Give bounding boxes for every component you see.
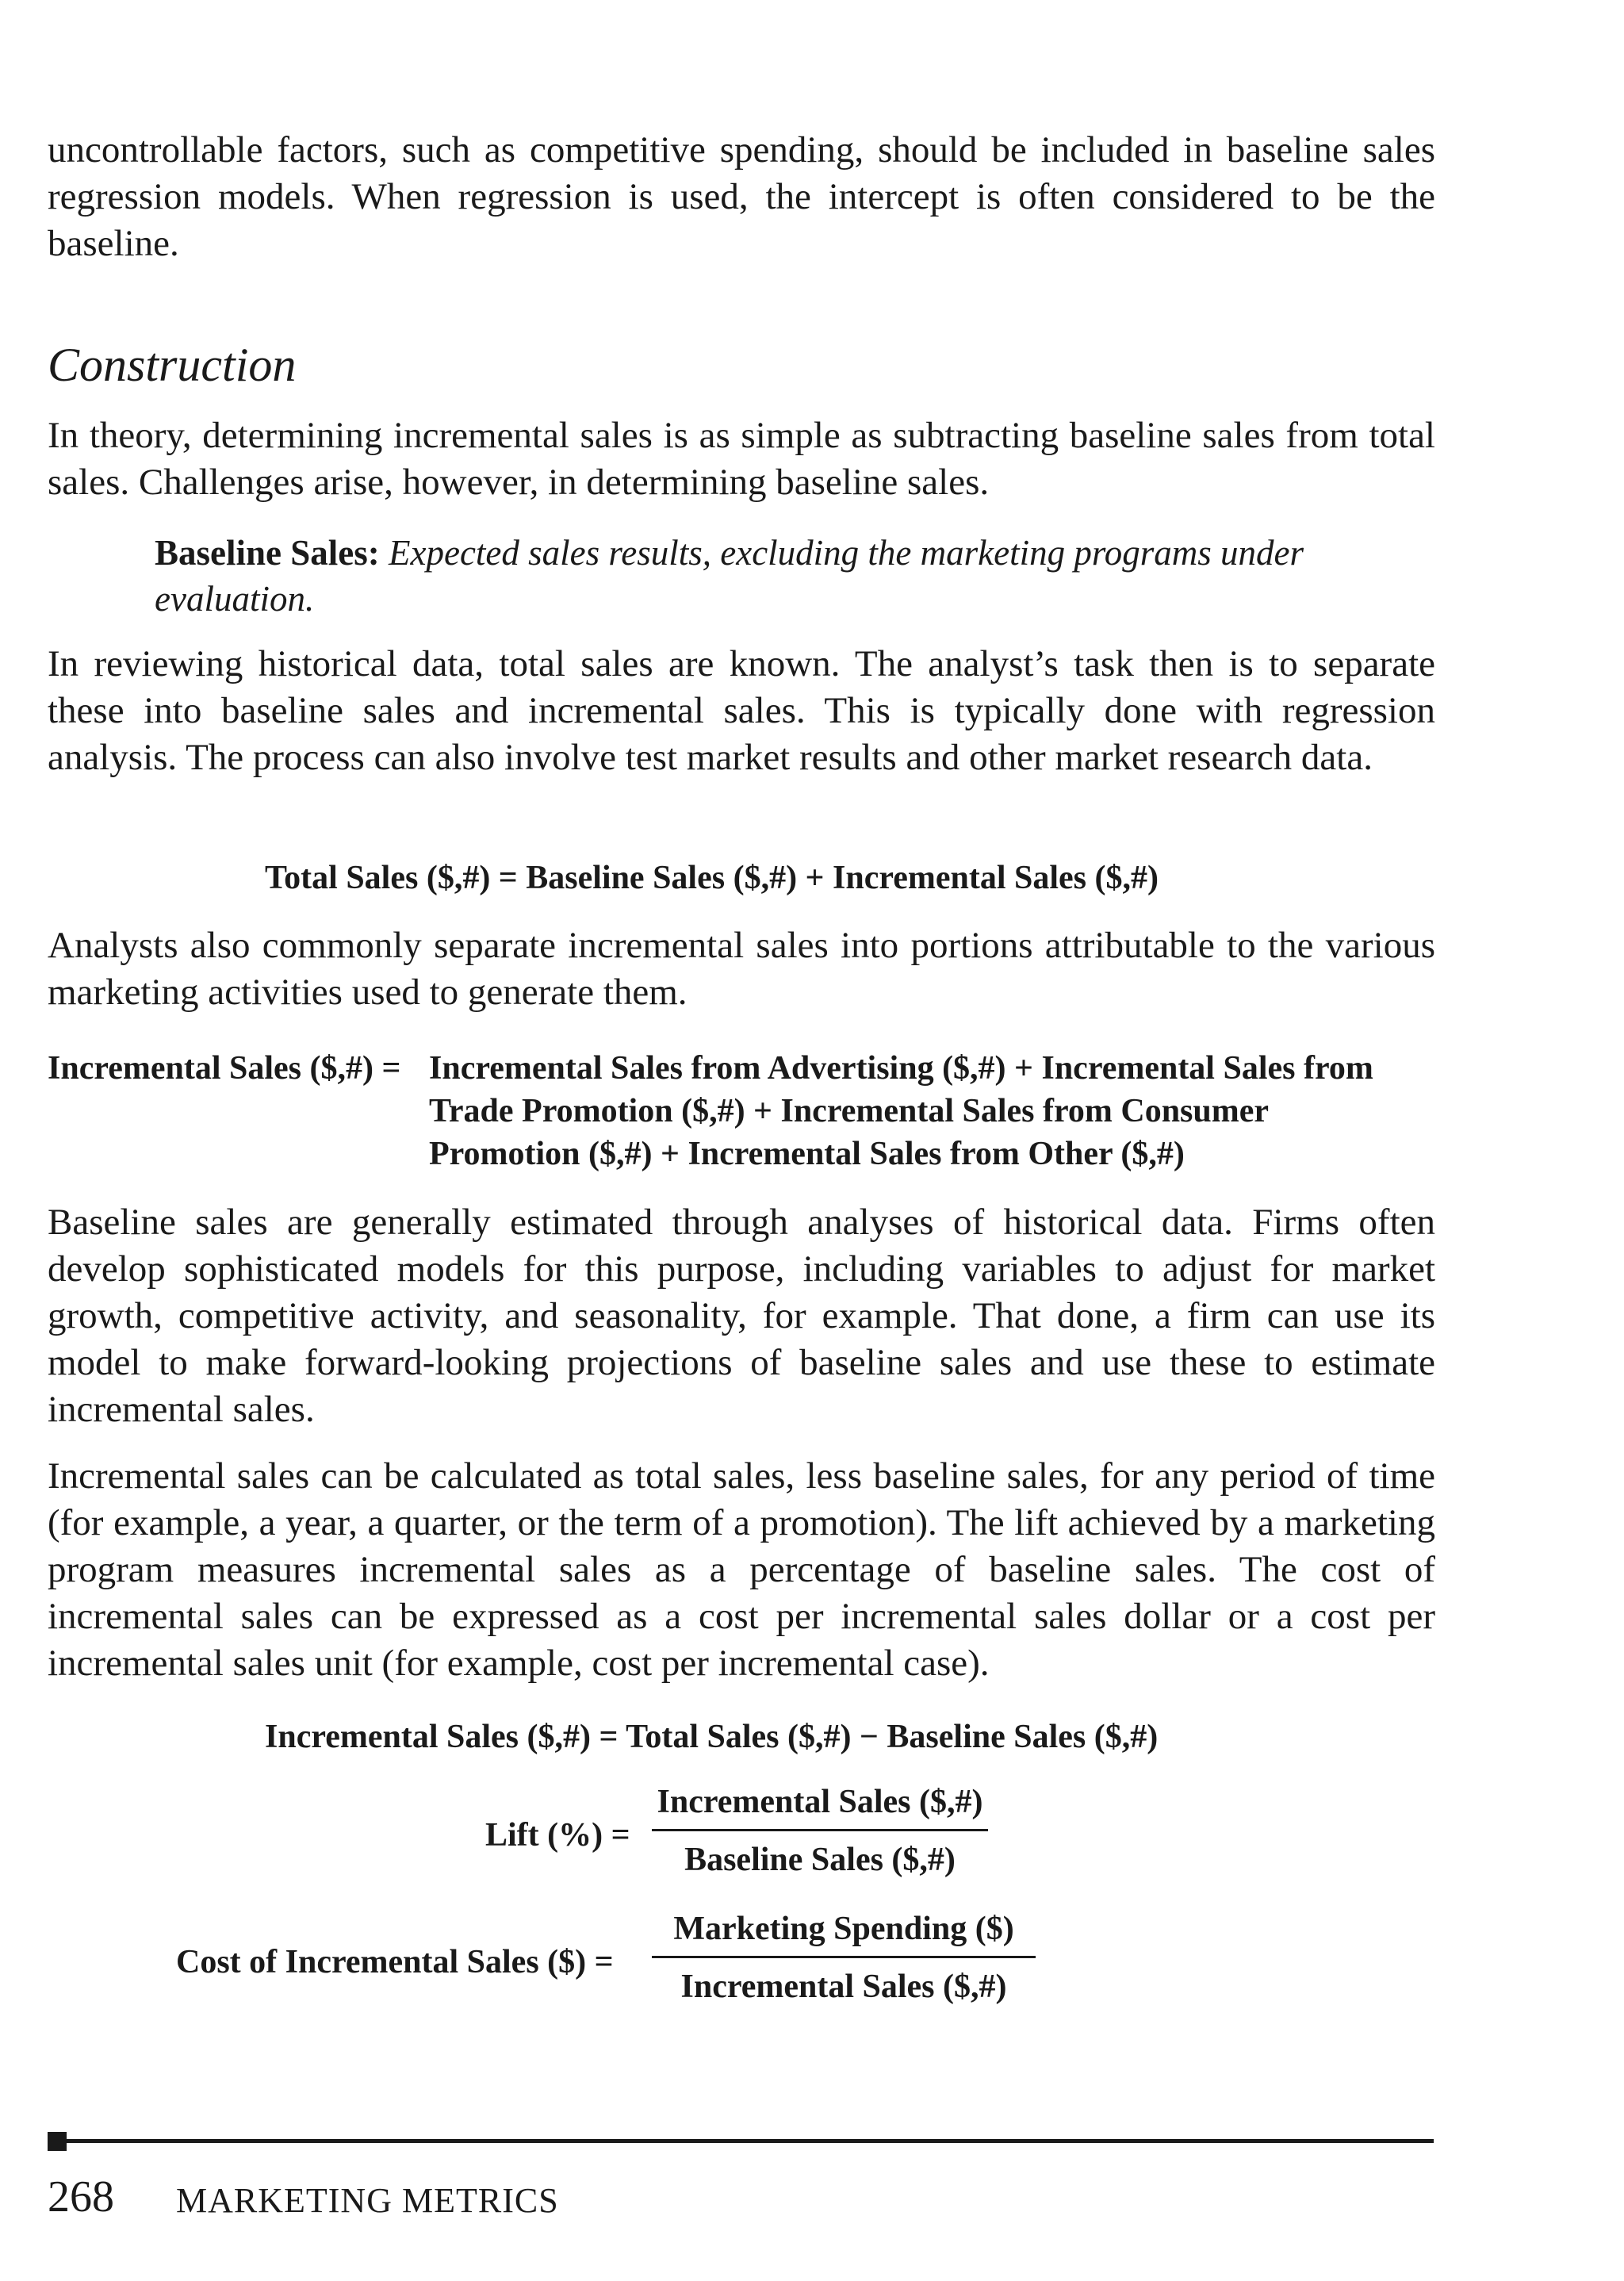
paragraph-attribution: Analysts also commonly separate incremental sales into portions attributable to the various marketing activities used to generate them. [48,925,1435,1013]
footer-rule [48,2139,1434,2143]
definition-box [155,530,1392,622]
paragraph-intro: uncontrollable factors, such as competitive spending, should be included in baseline sales regression models. When regression is used, the intercept is often considered to be the baseline. [48,129,1435,264]
equation-lift-lhs: Lift (%) = [485,1817,630,1854]
running-title: MARKETING METRICS [176,2181,559,2220]
equation-cost-lhs: Cost of Incremental Sales ($) = [176,1944,614,1980]
section-heading: Construction [48,339,297,391]
equation-cost-denominator: Incremental Sales ($,#) [680,1969,1007,2005]
page-number: 268 [48,2172,114,2222]
definition-term: Baseline Sales: [155,533,380,573]
equation-cost-numerator: Marketing Spending ($) [673,1911,1014,1947]
definition-description: Expected sales results, excluding the marketing programs under evaluation. [155,533,1304,619]
equation-lift-denominator: Baseline Sales ($,#) [684,1842,956,1878]
equation-lift-numerator: Incremental Sales ($,#) [657,1784,983,1820]
fraction-bar-lift [652,1829,988,1831]
equation-breakdown-line-2: Trade Promotion ($,#) + Incremental Sales from Consumer [429,1093,1270,1129]
fraction-bar-cost [652,1956,1036,1958]
equation-breakdown-line-3: Promotion ($,#) + Incremental Sales from Other ($,#) [429,1136,1185,1172]
paragraph-historical-data: In reviewing historical data, total sales are known. The analyst’s task then is to separate these into baseline sales and incremental sales. This is typically done with regression analysis. The process can also involve test market results and other market research data. [48,643,1435,778]
paragraph-baseline-estimation: Baseline sales are generally estimated through analyses of historical data. Firms often develop sophisticated models for this purpose, including variables to adjust for market growth, competitive activity, and seasonality, for example. That done, a firm can use its model to make forward-looking projections of baseline sales and use these to estimate incremental sales. [48,1202,1435,1430]
equation-breakdown-line-1: Incremental Sales from Advertising ($,#) + Incremental Sales from [429,1050,1373,1087]
equation-incremental-sales: Incremental Sales ($,#) = Total Sales ($,#) − Baseline Sales ($,#) [265,1719,1159,1755]
equation-total-sales: Total Sales ($,#) = Baseline Sales ($,#) + Incremental Sales ($,#) [265,860,1159,896]
paragraph-construction: In theory, determining incremental sales is as simple as subtracting baseline sales from total sales. Challenges arise, however, in determining baseline sales. [48,415,1435,503]
paragraph-incremental-calculation: Incremental sales can be calculated as total sales, less baseline sales, for any period of time (for example, a year, a quarter, or the term of a promotion). The lift achieved by a marketing program measures incremental sales as a percentage of baseline sales. The cost of incremental sales can be expressed as a cost per incremental sales dollar or a cost per incremental sales unit (for example, cost per incremental case). [48,1455,1435,1684]
equation-breakdown-lhs: Incremental Sales ($,#) = [48,1050,401,1087]
